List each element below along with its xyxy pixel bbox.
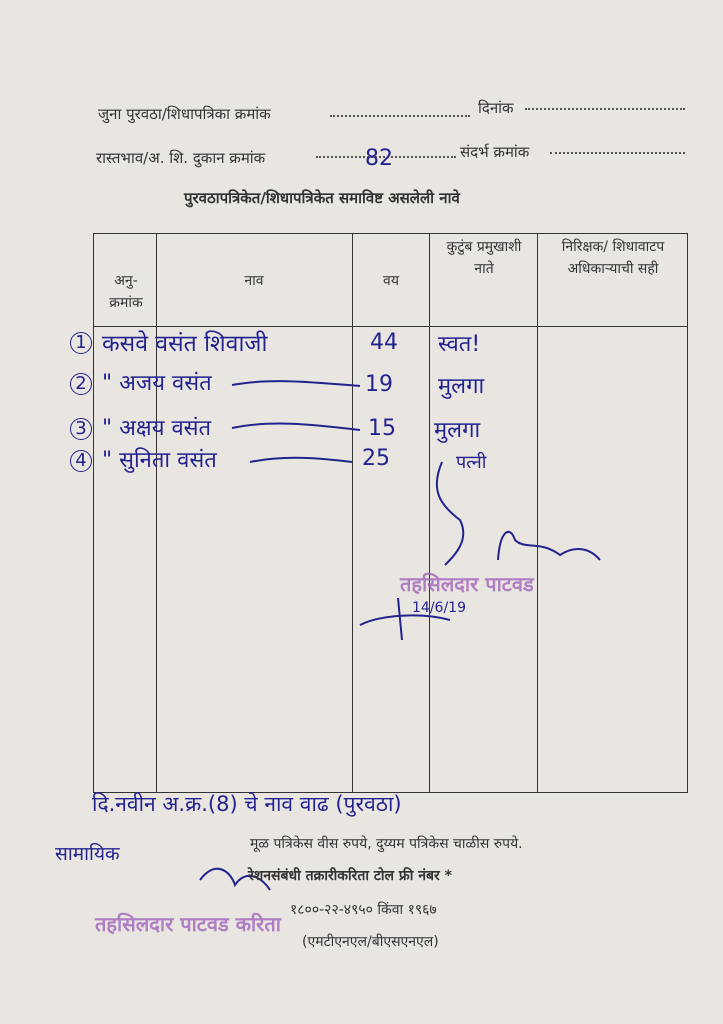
col-name-header: नाव	[244, 273, 264, 289]
fee-line: मूळ पत्रिकेस वीस रुपये, दुय्यम पत्रिकेस चाळीस रुपये.	[250, 836, 523, 852]
tollfree-numbers: १८००-२२-४९५० किंवा १९६७	[290, 902, 437, 918]
tahsildar-stamp-bottom: तहसिलदार पाटवड करिता	[95, 912, 281, 936]
row-age: 44	[370, 330, 398, 355]
row-relation: मुलगा	[438, 374, 485, 399]
shop-label: रास्तभाव/अ. शि. दुकान क्रमांक	[96, 149, 266, 167]
row-name: " अक्षय वसंत	[102, 416, 212, 441]
row-age: 15	[368, 416, 396, 441]
bottom-handwritten-note: दि.नवीन अ.क्र.(8) चे नाव वाढ (पुरवठा)	[92, 792, 402, 816]
date-label: दिनांक	[478, 99, 514, 117]
row-age: 25	[362, 446, 390, 471]
col-age-header: वय	[383, 273, 399, 289]
shop-number: 82	[365, 146, 393, 171]
row-relation: पत्नी	[456, 452, 487, 473]
row-name: " अजय वसंत	[102, 371, 212, 396]
row-serial: 4	[70, 450, 92, 472]
old-card-label: जुना पुरवठा/शिधापत्रिका क्रमांक	[98, 105, 271, 123]
providers-line: (एमटीएनएल/बीएसएनएल)	[302, 934, 439, 950]
left-handwritten-note: सामायिक	[55, 843, 120, 865]
row-name: कसवे वसंत शिवाजी	[102, 331, 268, 357]
row-name: " सुनिता वसंत	[102, 448, 217, 473]
reference-label: संदर्भ क्रमांक	[460, 143, 530, 161]
col-inspector-header: निरिक्षक/ शिधावाटप अधिकाऱ्याची सही	[561, 239, 665, 277]
row-serial: 3	[70, 418, 92, 440]
col-serial-header: अनु- क्रमांक	[109, 273, 143, 311]
section-title: पुरवठापत्रिकेत/शिधापत्रिकेत समाविष्ट असलेली नावे	[184, 189, 460, 207]
row-relation: मुलगा	[434, 418, 481, 443]
row-serial: 2	[70, 373, 92, 395]
col-relation-header: कुटुंब प्रमुखाशी नाते	[446, 239, 522, 277]
row-age: 19	[365, 372, 393, 397]
complaint-line: रेशनसंबंधी तक्रारीकरिता टोल फ्री नंबर *	[248, 868, 452, 884]
row-relation: स्वत!	[438, 332, 481, 357]
initials-mark: 14/6/19	[412, 600, 466, 616]
row-serial: 1	[70, 332, 92, 354]
tahsildar-stamp: तहसिलदार पाटवड	[400, 572, 534, 596]
